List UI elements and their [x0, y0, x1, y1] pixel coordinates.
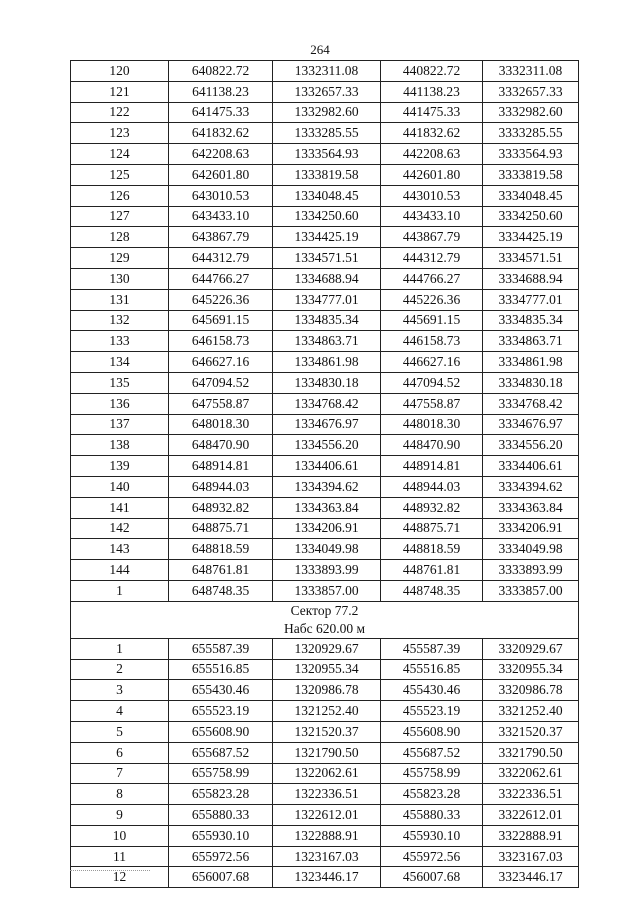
coordinate-cell: 643433.10 — [169, 206, 273, 227]
coordinate-cell: 1334425.19 — [273, 227, 381, 248]
point-number-cell: 135 — [71, 372, 169, 393]
coordinate-cell: 655516.85 — [169, 659, 273, 680]
point-number-cell: 120 — [71, 61, 169, 82]
table-row — [71, 580, 579, 601]
coordinate-cell: 1334777.01 — [273, 289, 381, 310]
point-number-cell: 134 — [71, 352, 169, 373]
coordinate-cell: 1334406.61 — [273, 456, 381, 477]
coordinate-cell: 448018.30 — [381, 414, 483, 435]
coordinate-cell: 3333564.93 — [483, 144, 579, 165]
table-row — [71, 102, 579, 123]
coordinate-cell: 441832.62 — [381, 123, 483, 144]
point-number-cell: 8 — [71, 784, 169, 805]
point-number-cell: 133 — [71, 331, 169, 352]
point-number-cell: 3 — [71, 680, 169, 701]
point-number-cell: 1 — [71, 638, 169, 659]
point-number-cell: 10 — [71, 825, 169, 846]
coordinate-cell: 442208.63 — [381, 144, 483, 165]
coordinate-cell: 1322336.51 — [273, 784, 381, 805]
section-header — [71, 601, 579, 638]
coordinate-cell: 447558.87 — [381, 393, 483, 414]
point-number-cell: 131 — [71, 289, 169, 310]
coordinate-cell: 648018.30 — [169, 414, 273, 435]
coordinate-cell: 1333857.00 — [273, 580, 381, 601]
coordinate-cell: 440822.72 — [381, 61, 483, 82]
coordinate-cell: 1321790.50 — [273, 742, 381, 763]
coordinate-cell: 455930.10 — [381, 825, 483, 846]
table-row — [71, 81, 579, 102]
coordinate-cell: 1320955.34 — [273, 659, 381, 680]
coordinate-cell: 3322612.01 — [483, 805, 579, 826]
coordinate-cell: 648818.59 — [169, 539, 273, 560]
coordinate-cell: 1323446.17 — [273, 867, 381, 888]
section-title: Сектор 77.2 — [290, 602, 359, 618]
coordinate-cell: 455823.28 — [381, 784, 483, 805]
coordinate-cell: 3334830.18 — [483, 372, 579, 393]
coordinate-cell: 655758.99 — [169, 763, 273, 784]
coordinate-cell: 644766.27 — [169, 268, 273, 289]
table-row — [71, 846, 579, 867]
coordinate-cell: 445691.15 — [381, 310, 483, 331]
table-row — [71, 372, 579, 393]
coordinate-cell: 3334406.61 — [483, 456, 579, 477]
coordinate-cell: 3321252.40 — [483, 701, 579, 722]
table-row — [71, 680, 579, 701]
coordinate-cell: 448914.81 — [381, 456, 483, 477]
table-row — [71, 123, 579, 144]
coordinate-cell: 655430.46 — [169, 680, 273, 701]
point-number-cell: 136 — [71, 393, 169, 414]
table-row — [71, 701, 579, 722]
coordinate-cell: 655972.56 — [169, 846, 273, 867]
coordinate-cell: 1333564.93 — [273, 144, 381, 165]
coordinate-cell: 655823.28 — [169, 784, 273, 805]
coordinate-cell: 642208.63 — [169, 144, 273, 165]
coordinate-cell: 1334571.51 — [273, 248, 381, 269]
section-row — [71, 601, 579, 638]
coordinate-cell: 641832.62 — [169, 123, 273, 144]
coordinate-cell: 441475.33 — [381, 102, 483, 123]
coordinate-cell: 3334835.34 — [483, 310, 579, 331]
footer-rule — [70, 870, 150, 871]
table-row — [71, 742, 579, 763]
coordinate-cell: 1333819.58 — [273, 164, 381, 185]
point-number-cell: 7 — [71, 763, 169, 784]
table-row — [71, 331, 579, 352]
point-number-cell: 143 — [71, 539, 169, 560]
point-number-cell: 129 — [71, 248, 169, 269]
coordinate-cell: 3334688.94 — [483, 268, 579, 289]
coordinate-cell: 648748.35 — [169, 580, 273, 601]
table-row — [71, 456, 579, 477]
coordinate-cell: 655880.33 — [169, 805, 273, 826]
coordinate-cell: 648470.90 — [169, 435, 273, 456]
table-row — [71, 763, 579, 784]
coordinate-cell: 3334250.60 — [483, 206, 579, 227]
coordinate-cell: 3321790.50 — [483, 742, 579, 763]
coordinate-cell: 455587.39 — [381, 638, 483, 659]
coordinates-table — [70, 60, 579, 888]
table-row — [71, 638, 579, 659]
coordinate-cell: 1322888.91 — [273, 825, 381, 846]
table-row — [71, 825, 579, 846]
coordinate-cell: 455687.52 — [381, 742, 483, 763]
point-number-cell: 4 — [71, 701, 169, 722]
coordinate-cell: 655930.10 — [169, 825, 273, 846]
table-row — [71, 289, 579, 310]
coordinate-cell: 455516.85 — [381, 659, 483, 680]
coordinate-cell: 441138.23 — [381, 81, 483, 102]
coordinate-cell: 455430.46 — [381, 680, 483, 701]
coordinate-cell: 648875.71 — [169, 518, 273, 539]
coordinate-cell: 643867.79 — [169, 227, 273, 248]
table-row — [71, 659, 579, 680]
page-number: 264 — [310, 42, 330, 57]
coordinate-cell: 1334863.71 — [273, 331, 381, 352]
coordinate-cell: 1320986.78 — [273, 680, 381, 701]
coordinate-cell: 656007.68 — [169, 867, 273, 888]
coordinate-cell: 642601.80 — [169, 164, 273, 185]
table-row — [71, 164, 579, 185]
point-number-cell: 142 — [71, 518, 169, 539]
coordinate-cell: 444766.27 — [381, 268, 483, 289]
coordinate-cell: 3332982.60 — [483, 102, 579, 123]
coordinate-cell: 1334206.91 — [273, 518, 381, 539]
coordinate-cell: 455972.56 — [381, 846, 483, 867]
table-row — [71, 227, 579, 248]
coordinate-cell: 3334048.45 — [483, 185, 579, 206]
point-number-cell: 6 — [71, 742, 169, 763]
coordinate-cell: 641475.33 — [169, 102, 273, 123]
coordinate-cell: 1334830.18 — [273, 372, 381, 393]
table-row — [71, 805, 579, 826]
coordinate-cell: 444312.79 — [381, 248, 483, 269]
coordinate-cell: 1332657.33 — [273, 81, 381, 102]
point-number-cell: 123 — [71, 123, 169, 144]
coordinate-cell: 3334676.97 — [483, 414, 579, 435]
coordinate-cell: 455758.99 — [381, 763, 483, 784]
point-number-cell: 122 — [71, 102, 169, 123]
coordinate-cell: 3333285.55 — [483, 123, 579, 144]
coordinate-cell: 647094.52 — [169, 372, 273, 393]
point-number-cell: 128 — [71, 227, 169, 248]
coordinate-cell: 1333893.99 — [273, 560, 381, 581]
point-number-cell: 125 — [71, 164, 169, 185]
coordinate-cell: 448932.82 — [381, 497, 483, 518]
coordinate-cell: 3334425.19 — [483, 227, 579, 248]
coordinate-cell: 1334835.34 — [273, 310, 381, 331]
coordinate-cell: 1334048.45 — [273, 185, 381, 206]
coordinate-cell: 442601.80 — [381, 164, 483, 185]
coordinate-cell: 3322336.51 — [483, 784, 579, 805]
coordinate-cell: 1334768.42 — [273, 393, 381, 414]
table-row — [71, 414, 579, 435]
coordinate-cell: 655608.90 — [169, 721, 273, 742]
table-row — [71, 268, 579, 289]
coordinate-cell: 448748.35 — [381, 580, 483, 601]
coordinate-cell: 3323446.17 — [483, 867, 579, 888]
point-number-cell: 9 — [71, 805, 169, 826]
table-body-lower — [71, 638, 579, 888]
table-row — [71, 539, 579, 560]
coordinate-cell: 646627.16 — [169, 352, 273, 373]
section-cell — [71, 601, 579, 638]
coordinate-cell: 655687.52 — [169, 742, 273, 763]
coordinate-cell: 3322888.91 — [483, 825, 579, 846]
point-number-cell: 139 — [71, 456, 169, 477]
coordinate-cell: 3332657.33 — [483, 81, 579, 102]
point-number-cell: 126 — [71, 185, 169, 206]
coordinate-cell: 455523.19 — [381, 701, 483, 722]
table-row — [71, 248, 579, 269]
coordinate-cell: 1334049.98 — [273, 539, 381, 560]
coordinate-cell: 3320929.67 — [483, 638, 579, 659]
coordinate-cell: 3334768.42 — [483, 393, 579, 414]
coordinate-cell: 448470.90 — [381, 435, 483, 456]
table-row — [71, 518, 579, 539]
coordinate-cell: 3334206.91 — [483, 518, 579, 539]
point-number-cell: 132 — [71, 310, 169, 331]
table-row — [71, 560, 579, 581]
coordinate-cell: 445226.36 — [381, 289, 483, 310]
coordinate-cell: 3333819.58 — [483, 164, 579, 185]
coordinate-cell: 1334861.98 — [273, 352, 381, 373]
coordinate-cell: 446627.16 — [381, 352, 483, 373]
point-number-cell: 138 — [71, 435, 169, 456]
table-row — [71, 435, 579, 456]
table-body-upper — [71, 61, 579, 602]
coordinate-cell: 641138.23 — [169, 81, 273, 102]
table-row — [71, 721, 579, 742]
coordinate-cell: 1332982.60 — [273, 102, 381, 123]
coordinate-cell: 648932.82 — [169, 497, 273, 518]
coordinate-cell: 648761.81 — [169, 560, 273, 581]
coordinate-cell: 3334363.84 — [483, 497, 579, 518]
coordinate-cell: 3322062.61 — [483, 763, 579, 784]
table-row — [71, 206, 579, 227]
point-number-cell: 140 — [71, 476, 169, 497]
coordinate-cell: 3334571.51 — [483, 248, 579, 269]
coordinate-cell: 3332311.08 — [483, 61, 579, 82]
table-row — [71, 310, 579, 331]
coordinate-cell: 1321520.37 — [273, 721, 381, 742]
coordinate-cell: 1334250.60 — [273, 206, 381, 227]
coordinate-cell: 446158.73 — [381, 331, 483, 352]
coordinate-cell: 1333285.55 — [273, 123, 381, 144]
coordinate-cell: 448818.59 — [381, 539, 483, 560]
table-row — [71, 61, 579, 82]
coordinate-cell: 648914.81 — [169, 456, 273, 477]
coordinate-cell: 3320986.78 — [483, 680, 579, 701]
table-row — [71, 784, 579, 805]
coordinate-cell: 1334394.62 — [273, 476, 381, 497]
coordinate-cell: 455880.33 — [381, 805, 483, 826]
point-number-cell: 11 — [71, 846, 169, 867]
coordinate-cell: 1321252.40 — [273, 701, 381, 722]
coordinate-cell: 1322612.01 — [273, 805, 381, 826]
coordinate-cell: 3334049.98 — [483, 539, 579, 560]
coordinate-cell: 448875.71 — [381, 518, 483, 539]
coordinate-cell: 1320929.67 — [273, 638, 381, 659]
coordinate-cell: 448761.81 — [381, 560, 483, 581]
coordinate-cell: 647558.87 — [169, 393, 273, 414]
point-number-cell: 124 — [71, 144, 169, 165]
coordinate-cell: 1334556.20 — [273, 435, 381, 456]
coordinate-cell: 646158.73 — [169, 331, 273, 352]
coordinate-cell: 3334394.62 — [483, 476, 579, 497]
point-number-cell: 144 — [71, 560, 169, 581]
coordinate-cell: 3333893.99 — [483, 560, 579, 581]
point-number-cell: 127 — [71, 206, 169, 227]
point-number-cell: 121 — [71, 81, 169, 102]
table-row — [71, 352, 579, 373]
coordinate-cell: 3334861.98 — [483, 352, 579, 373]
coordinate-cell: 443867.79 — [381, 227, 483, 248]
coordinate-cell: 644312.79 — [169, 248, 273, 269]
table-row — [71, 185, 579, 206]
coordinate-cell: 443010.53 — [381, 185, 483, 206]
coordinate-cell: 655523.19 — [169, 701, 273, 722]
coordinate-cell: 3320955.34 — [483, 659, 579, 680]
point-number-cell: 141 — [71, 497, 169, 518]
coordinate-cell: 1332311.08 — [273, 61, 381, 82]
coordinate-cell: 3323167.03 — [483, 846, 579, 867]
coordinate-cell: 3334777.01 — [483, 289, 579, 310]
coordinate-cell: 3321520.37 — [483, 721, 579, 742]
table-row — [71, 393, 579, 414]
coordinate-cell: 3333857.00 — [483, 580, 579, 601]
coordinate-cell: 1334676.97 — [273, 414, 381, 435]
coordinate-cell: 645226.36 — [169, 289, 273, 310]
coordinate-cell: 648944.03 — [169, 476, 273, 497]
coordinate-cell: 645691.15 — [169, 310, 273, 331]
coordinate-cell: 456007.68 — [381, 867, 483, 888]
coordinate-cell: 3334556.20 — [483, 435, 579, 456]
coordinate-cell: 643010.53 — [169, 185, 273, 206]
coordinate-cell: 3334863.71 — [483, 331, 579, 352]
coordinate-cell: 1334363.84 — [273, 497, 381, 518]
coordinate-cell: 640822.72 — [169, 61, 273, 82]
section-subtitle: Набс 620.00 м — [283, 620, 366, 636]
point-number-cell: 130 — [71, 268, 169, 289]
coordinate-cell: 448944.03 — [381, 476, 483, 497]
point-number-cell: 5 — [71, 721, 169, 742]
coordinate-cell: 655587.39 — [169, 638, 273, 659]
point-number-cell: 137 — [71, 414, 169, 435]
coordinate-cell: 1334688.94 — [273, 268, 381, 289]
coordinate-cell: 447094.52 — [381, 372, 483, 393]
point-number-cell: 1 — [71, 580, 169, 601]
coordinate-cell: 1322062.61 — [273, 763, 381, 784]
coordinate-cell: 455608.90 — [381, 721, 483, 742]
table-row — [71, 476, 579, 497]
table-row — [71, 497, 579, 518]
point-number-cell: 2 — [71, 659, 169, 680]
coordinate-cell: 443433.10 — [381, 206, 483, 227]
point-number-cell: 12 — [71, 867, 169, 888]
coordinate-cell: 1323167.03 — [273, 846, 381, 867]
table-row — [71, 144, 579, 165]
